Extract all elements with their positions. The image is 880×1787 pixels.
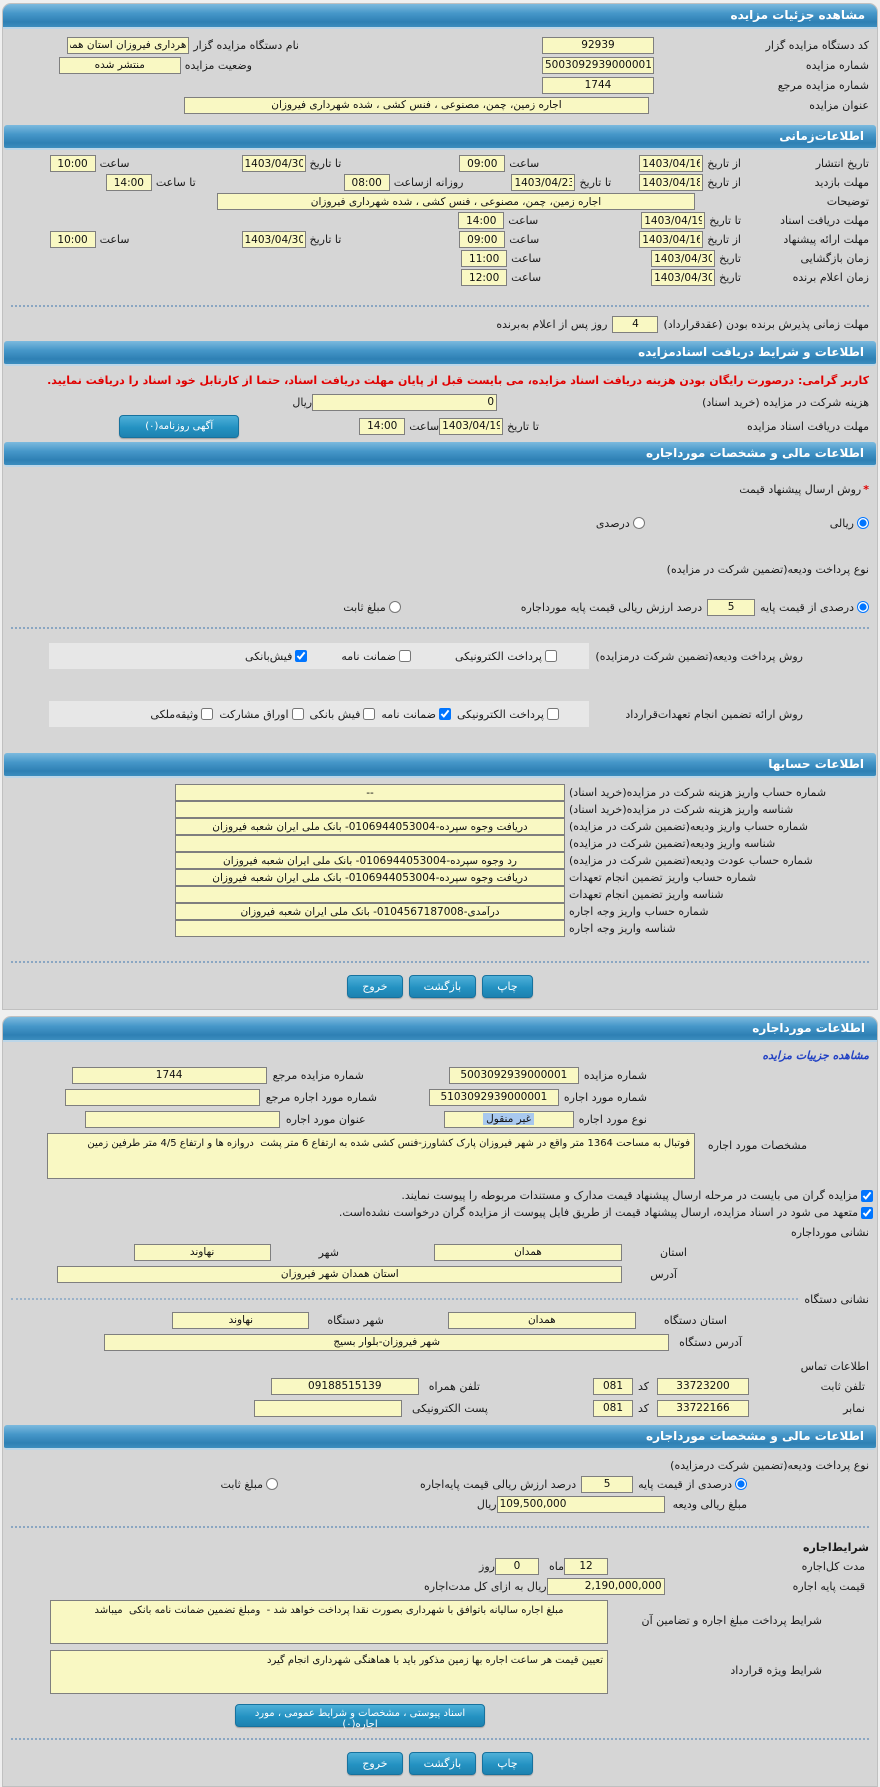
org-city-label: شهر دستگاه xyxy=(327,1313,384,1327)
rial-label: ریال xyxy=(476,1497,497,1511)
day-label: روز xyxy=(479,1559,495,1573)
daily-from-hour-label: روزانه ازساعت xyxy=(393,176,464,189)
checkbox-label: فیش بانکی xyxy=(309,707,361,721)
row-guarantee-methods xyxy=(3,701,877,727)
rial-label: ریال xyxy=(292,395,313,409)
deposit-amount-label: مبلغ ریالی ودیعه xyxy=(672,1497,747,1511)
auction-no-input[interactable] xyxy=(449,1067,579,1084)
offer-to-date-input[interactable] xyxy=(242,231,306,248)
publish-date-label: تاریخ انتشار xyxy=(815,157,869,170)
fixed-amount-label: مبلغ ثابت xyxy=(220,1477,264,1491)
hour-label: ساعت xyxy=(409,419,440,433)
section-header-financial2: اطلاعات مالی و مشخصات مورداجاره xyxy=(4,1425,876,1450)
actions-bar xyxy=(3,971,877,1001)
row-winner-accept xyxy=(3,313,877,335)
checkbox-label: پرداخت الکترونیکی xyxy=(457,707,544,721)
row-publish-date xyxy=(3,154,877,173)
row-special-conditions xyxy=(3,1650,877,1694)
docs-deadline-label: مهلت دریافت اسناد xyxy=(780,214,869,227)
required-mark: * xyxy=(863,482,869,496)
exit-button[interactable]: خروج xyxy=(347,975,402,998)
row-winner-announce xyxy=(3,268,877,287)
row-item-type xyxy=(3,1108,877,1130)
item-type-value: غیر منقول xyxy=(483,1113,534,1125)
item-title-input[interactable] xyxy=(85,1111,280,1128)
account-row xyxy=(3,835,877,852)
account-row xyxy=(3,920,877,937)
auction-number-label: شماره مزایده xyxy=(805,58,869,72)
area-code-label: کد xyxy=(637,1401,649,1415)
row-docs-deadline2 xyxy=(3,412,877,440)
deposit-type2-label: نوع پرداخت ودیعه(تضمین شرکت درمزایده) xyxy=(670,1458,869,1472)
section-header-docs-conditions: اطلاعات و شرایط دریافت اسنادمزایده xyxy=(4,341,876,366)
opening-date-input[interactable] xyxy=(651,250,715,267)
participation-fee-input[interactable] xyxy=(312,394,497,411)
org-name-input[interactable] xyxy=(67,37,189,54)
row-deposit-type2-label xyxy=(3,1456,877,1474)
address-input[interactable] xyxy=(57,1266,622,1283)
attached-docs-button[interactable]: اسناد پیوستی ، مشخصات و شرایط عمومی ، مورد اجاره(۰) xyxy=(235,1704,485,1727)
org-city-input[interactable] xyxy=(172,1312,309,1329)
percent-of-base-label: درصدی از قیمت پایه xyxy=(760,600,854,614)
back-button[interactable]: بازگشت xyxy=(409,975,477,998)
org-address-input[interactable] xyxy=(104,1334,669,1351)
separator xyxy=(11,1298,798,1300)
percent-suffix-label: درصد ارزش ریالی قیمت پایه مورداجاره xyxy=(520,600,703,614)
org-address-label: آدرس دستگاه xyxy=(679,1335,742,1349)
description-input[interactable] xyxy=(217,193,695,210)
row-attach-note1 xyxy=(3,1187,877,1204)
percent-radio-label: درصدی xyxy=(595,516,630,530)
base-price-suffix: ریال به ازای کل مدت‌اجاره xyxy=(424,1579,547,1593)
newspaper-ad-button[interactable]: آگهی روزنامه(۰) xyxy=(119,415,239,438)
ref-number-label: شماره مزایده مرجع xyxy=(777,78,869,92)
date-label: تاریخ xyxy=(719,252,741,265)
separator xyxy=(11,305,869,307)
winner-date-input[interactable] xyxy=(651,269,715,286)
row-base-price xyxy=(3,1576,877,1596)
date-label: تاریخ xyxy=(719,271,741,284)
opening-time-input[interactable] xyxy=(461,250,507,267)
row-attach-note2 xyxy=(3,1204,877,1221)
status-label: وضعیت مزایده xyxy=(184,58,252,72)
mobile-input[interactable] xyxy=(271,1378,419,1395)
checkbox-label: فیش‌بانکی xyxy=(245,649,293,663)
row-deposit-amount xyxy=(3,1494,877,1514)
account-value-input[interactable] xyxy=(175,886,565,903)
account-label: شماره حساب واریز وجه اجاره xyxy=(569,905,709,918)
publish-to-time-input[interactable] xyxy=(50,155,96,172)
account-row xyxy=(3,903,877,920)
phone-label: تلفن ثابت xyxy=(820,1379,865,1393)
docs-warning-text: کاربر گرامی: درصورت رایگان بودن هزینه دریافت اسناد مزایده، می بایست قبل از پایان مهلت دریافت اسناد، حتما از کارتابل خود اسناد را دریافت نمایید. xyxy=(47,373,869,387)
account-row xyxy=(3,784,877,801)
row-ref-number xyxy=(3,75,877,95)
account-value-input[interactable] xyxy=(175,852,565,869)
row-description xyxy=(3,192,877,211)
hour-label: ساعت xyxy=(508,214,539,227)
account-label: شماره حساب عودت ودیعه(تضمین شرکت در مزایده) xyxy=(569,854,813,867)
account-row xyxy=(3,852,877,869)
visit-to-date-input[interactable] xyxy=(511,174,575,191)
fax-code-input[interactable] xyxy=(593,1400,633,1417)
item-no-input[interactable] xyxy=(429,1089,559,1106)
description-label: توضیحات xyxy=(826,195,869,208)
row-view-link xyxy=(3,1046,877,1064)
auction-title-input[interactable] xyxy=(184,97,649,114)
account-label: شماره حساب واریز هزینه شرکت در مزایده(خرید اسناد) xyxy=(569,786,827,799)
row-price-method-label xyxy=(3,479,877,499)
rent-conditions-title: شرایط‌اجاره xyxy=(803,1540,869,1554)
winner-accept-label: مهلت زمانی پذیرش برنده بودن (عقدقرارداد) xyxy=(663,317,869,331)
account-value-input[interactable] xyxy=(175,818,565,835)
docs-deadline2-label: مهلت دریافت اسناد مزایده xyxy=(746,419,869,433)
city-label: شهر xyxy=(318,1245,339,1259)
percent-of-base-label: درصدی از قیمت پایه xyxy=(638,1477,732,1491)
to-date-label: تا تاریخ xyxy=(709,214,741,227)
special-conditions-label: شرایط ویژه قرارداد xyxy=(730,1664,822,1677)
auction-ref-label: شماره مزایده مرجع xyxy=(272,1068,364,1082)
opening-time-label: زمان بازگشایی xyxy=(800,252,869,265)
org-province-input[interactable] xyxy=(448,1312,636,1329)
item-ref-input[interactable] xyxy=(65,1089,260,1106)
attach-note1-text: مزایده گران می بایست در مرحله ارسال پیشنهاد قیمت مدارک و مستندات مربوطه را پیوست نمایند. xyxy=(401,1189,858,1202)
row-number-status xyxy=(3,55,877,75)
winner-accept-days-input[interactable] xyxy=(612,316,658,333)
row-docs-deadline xyxy=(3,211,877,230)
docs-to-time-input[interactable] xyxy=(458,212,504,229)
row-deposit-methods xyxy=(3,643,877,669)
rial-radio[interactable] xyxy=(857,517,869,529)
publish-from-date-input[interactable] xyxy=(639,155,703,172)
row-price-method-options xyxy=(3,513,877,533)
winner-announce-label: زمان اعلام برنده xyxy=(792,271,869,284)
to-date-label: تا تاریخ xyxy=(309,233,342,246)
hour-label: ساعت xyxy=(509,157,540,170)
account-value-input[interactable] xyxy=(175,784,565,801)
section-header-financial1: اطلاعات مالی و مشخصات مورداجاره xyxy=(4,442,876,467)
deposit-type-label: نوع پرداخت ودیعه(تضمین شرکت در مزایده) xyxy=(666,562,869,576)
auction-number-input[interactable] xyxy=(542,57,654,74)
row-opening-time xyxy=(3,249,877,268)
account-value-input[interactable] xyxy=(175,920,565,937)
publish-to-date-input[interactable] xyxy=(242,155,306,172)
hour-label: ساعت xyxy=(511,271,542,284)
offer-deadline-label: مهلت ارائه پیشنهاد xyxy=(783,233,869,246)
bank-slip-checkbox[interactable] xyxy=(245,650,307,663)
duration-months-input[interactable] xyxy=(564,1558,608,1575)
item-specs-label: مشخصات مورد اجاره xyxy=(707,1139,807,1152)
print-button[interactable]: چاپ xyxy=(482,975,533,998)
ref-number-input[interactable] xyxy=(542,77,654,94)
hour-label: ساعت xyxy=(509,233,540,246)
account-label: شناسه واریز ودیعه(تضمین شرکت در مزایده) xyxy=(569,837,776,850)
attach-docs-checkbox[interactable] xyxy=(401,1189,873,1202)
account-label: شماره حساب واریز تضمین انجام تعهدات xyxy=(569,871,757,884)
month-label: ماه xyxy=(548,1559,564,1573)
row-rent-conditions-title xyxy=(3,1538,877,1556)
row-item-numbers xyxy=(3,1086,877,1108)
province-input[interactable] xyxy=(434,1244,622,1261)
phone-code-input[interactable] xyxy=(593,1378,633,1395)
duration-days-input[interactable] xyxy=(495,1558,539,1575)
visit-from-time-input[interactable] xyxy=(344,174,390,191)
row-contact-title xyxy=(3,1357,877,1375)
row-code-org xyxy=(3,35,877,55)
actions-bar xyxy=(3,1748,877,1778)
phone-input[interactable] xyxy=(657,1378,749,1395)
to-date-label: تا تاریخ xyxy=(579,176,612,189)
electronic-payment-checkbox[interactable] xyxy=(455,650,557,663)
from-date-label: از تاریخ xyxy=(707,157,741,170)
email-input[interactable] xyxy=(254,1400,402,1417)
print-button[interactable]: چاپ xyxy=(482,1752,533,1775)
row-item-specs xyxy=(3,1133,877,1179)
mobile-label: تلفن همراه xyxy=(428,1379,480,1393)
percent-of-base-radio[interactable] xyxy=(857,601,869,613)
guarantee-methods-band xyxy=(49,701,589,727)
publish-from-time-input[interactable] xyxy=(459,155,505,172)
row-phone xyxy=(3,1375,877,1397)
item-title-label: عنوان مورد اجاره xyxy=(285,1112,366,1126)
auction-org-code-input[interactable] xyxy=(542,37,654,54)
deposit-percent2-input[interactable] xyxy=(581,1476,633,1493)
item-type-label: نوع مورد اجاره xyxy=(578,1112,647,1126)
code-label: کد دستگاه مزایده گزار xyxy=(765,38,869,52)
section-header-time-info: اطلاعات‌زمانی xyxy=(4,125,876,150)
offer-from-time-input[interactable] xyxy=(459,231,505,248)
no-file-required-checkbox[interactable] xyxy=(339,1206,873,1219)
row-org-address xyxy=(3,1331,877,1353)
row-rent-duration xyxy=(3,1556,877,1576)
fax-input[interactable] xyxy=(657,1400,749,1417)
visit-deadline-label: مهلت بازدید xyxy=(814,176,869,189)
to-hour-label: تا ساعت xyxy=(155,176,196,189)
row-deposit-type-label xyxy=(3,559,877,579)
to-date-label: تا تاریخ xyxy=(507,419,539,433)
account-label: شناسه واریز هزینه شرکت در مزایده(خرید اسناد) xyxy=(569,803,794,816)
fixed-amount-label: مبلغ ثابت xyxy=(343,600,386,614)
account-label: شناسه واریز تضمین انجام تعهدات xyxy=(569,888,724,901)
item-specs-textarea[interactable] xyxy=(47,1133,695,1179)
province-label: استان xyxy=(659,1245,687,1259)
payment-conditions-label: شرایط پرداخت مبلغ اجاره و تضامین آن xyxy=(641,1614,822,1627)
checkbox-label: ضمانت نامه xyxy=(381,707,436,721)
docs-deadline-date-input[interactable] xyxy=(439,418,503,435)
participation-bonds-checkbox[interactable] xyxy=(219,708,303,721)
section-header-auction-details: مشاهده جزئیات مزایده xyxy=(3,4,877,29)
visit-from-date-input[interactable] xyxy=(639,174,703,191)
hour-label: ساعت xyxy=(99,233,130,246)
org-address-title: نشانی دستگاه xyxy=(804,1292,869,1306)
account-value-input[interactable] xyxy=(175,903,565,920)
percent-radio[interactable] xyxy=(633,517,645,529)
attach-note2-text: متعهد می شود در اسناد مزایده، ارسال پیشنهاد قیمت از طریق فایل پیوست از مزایده گران درخواست نشده‌است. xyxy=(338,1206,858,1219)
docs-deadline-time-input[interactable] xyxy=(359,418,405,435)
separator xyxy=(11,627,869,629)
from-date-label: از تاریخ xyxy=(707,233,741,246)
org-province-label: استان دستگاه xyxy=(663,1313,727,1327)
row-fax-email xyxy=(3,1397,877,1419)
fixed-amount-radio[interactable] xyxy=(389,601,401,613)
row-offer-deadline xyxy=(3,230,877,249)
hour-label: ساعت xyxy=(99,157,130,170)
offer-from-date-input[interactable] xyxy=(639,231,703,248)
row-auction-numbers xyxy=(3,1064,877,1086)
winner-accept-suffix: روز پس از اعلام به‌برنده xyxy=(496,317,608,331)
section-header-rental-info: اطلاعات مورداجاره xyxy=(3,1017,877,1042)
bank-slip-checkbox[interactable] xyxy=(310,708,376,721)
deposit-percent-input[interactable] xyxy=(707,599,755,616)
row-org-province-city xyxy=(3,1309,877,1331)
deposit-method-label: روش پرداخت ودیعه(تضمین شرکت درمزایده) xyxy=(595,649,803,663)
row-deposit-percent xyxy=(3,597,877,617)
base-price-label: قیمت پایه اجاره xyxy=(792,1579,865,1593)
rental-info-block xyxy=(2,1016,878,1787)
hour-label: ساعت xyxy=(511,252,542,265)
exit-button[interactable]: خروج xyxy=(347,1752,402,1775)
separator xyxy=(11,1526,869,1528)
special-conditions-textarea[interactable] xyxy=(50,1650,608,1694)
account-value-input[interactable] xyxy=(175,835,565,852)
to-date-label: تا تاریخ xyxy=(309,157,342,170)
percent-suffix2-label: درصد ارزش ریالی قیمت پایه‌اجاره xyxy=(420,1477,577,1491)
account-row xyxy=(3,818,877,835)
base-price-input[interactable] xyxy=(547,1578,665,1595)
row-payment-conditions xyxy=(3,1600,877,1644)
checkbox-label: وثیقه‌ملکی xyxy=(150,707,199,721)
payment-conditions-textarea[interactable] xyxy=(50,1600,608,1644)
price-method-label: روش ارسال پیشنهاد قیمت xyxy=(739,482,862,496)
electronic-payment-checkbox[interactable] xyxy=(457,708,559,721)
back-button[interactable]: بازگشت xyxy=(409,1752,477,1775)
email-label: پست الکترونیکی xyxy=(412,1401,488,1415)
row-province-city xyxy=(3,1241,877,1263)
row-org-address-title xyxy=(3,1289,877,1309)
property-collateral-checkbox[interactable] xyxy=(150,708,213,721)
fixed-amount-radio[interactable] xyxy=(266,1478,278,1490)
guarantee-letter-checkbox[interactable] xyxy=(341,650,411,663)
account-label: شناسه واریز وجه اجاره xyxy=(569,922,676,935)
auction-title-label: عنوان مزایده xyxy=(809,98,869,112)
guarantee-method-label: روش ارائه تضمین انجام تعهدات‌قرارداد xyxy=(625,707,803,721)
auction-ref-input[interactable] xyxy=(72,1067,267,1084)
item-no-label: شماره مورد اجاره xyxy=(563,1090,647,1104)
guarantee-letter-checkbox[interactable] xyxy=(381,708,451,721)
deposit-methods-band xyxy=(49,643,589,669)
item-ref-label: شماره مورد اجاره مرجع xyxy=(265,1090,377,1104)
row-auction-title xyxy=(3,95,877,115)
fax-label: نمابر xyxy=(843,1401,865,1415)
from-date-label: از تاریخ xyxy=(707,176,741,189)
section-header-accounts: اطلاعات حسابها xyxy=(4,753,876,778)
rent-duration-label: مدت کل‌اجاره xyxy=(801,1559,865,1573)
account-row xyxy=(3,869,877,886)
row-visit-deadline xyxy=(3,173,877,192)
area-code-label: کد xyxy=(637,1379,649,1393)
checkbox-label: ضمانت نامه xyxy=(341,649,396,663)
rial-radio-label: ریالی xyxy=(829,516,854,530)
winner-time-input[interactable] xyxy=(461,269,507,286)
row-rental-address-title xyxy=(3,1223,877,1241)
rental-address-title: نشانی مورداجاره xyxy=(790,1225,869,1239)
row-participation-fee xyxy=(3,392,877,412)
contact-info-title: اطلاعات تماس xyxy=(800,1359,869,1373)
deposit-amount-input[interactable] xyxy=(497,1496,665,1513)
account-value-input[interactable] xyxy=(175,801,565,818)
accounts-list xyxy=(3,784,877,937)
auction-no-label: شماره مزایده xyxy=(583,1068,647,1082)
account-label: شماره حساب واریز ودیعه(تضمین شرکت در مزایده) xyxy=(569,820,808,833)
auction-details-block xyxy=(2,3,878,1010)
percent-of-base-radio[interactable] xyxy=(735,1478,747,1490)
view-auction-details-link[interactable]: مشاهده جزییات مزایده xyxy=(762,1048,869,1062)
row-deposit-percent2 xyxy=(3,1474,877,1494)
checkbox-label: پرداخت الکترونیکی xyxy=(455,649,542,663)
visit-to-time-input[interactable] xyxy=(106,174,152,191)
account-row xyxy=(3,886,877,903)
docs-to-date-input[interactable] xyxy=(641,212,705,229)
separator xyxy=(11,1738,869,1740)
status-input[interactable] xyxy=(59,57,181,74)
org-name-label: نام دستگاه مزایده گزار xyxy=(193,38,299,52)
address-label: آدرس xyxy=(650,1267,677,1281)
item-type-input[interactable] xyxy=(444,1111,574,1128)
account-row xyxy=(3,801,877,818)
separator xyxy=(11,961,869,963)
city-input[interactable] xyxy=(134,1244,271,1261)
row-address xyxy=(3,1263,877,1285)
account-value-input[interactable] xyxy=(175,869,565,886)
checkbox-label: اوراق مشارکت xyxy=(219,707,289,721)
participation-fee-label: هزینه شرکت در مزایده (خرید اسناد) xyxy=(702,395,869,409)
offer-to-time-input[interactable] xyxy=(50,231,96,248)
